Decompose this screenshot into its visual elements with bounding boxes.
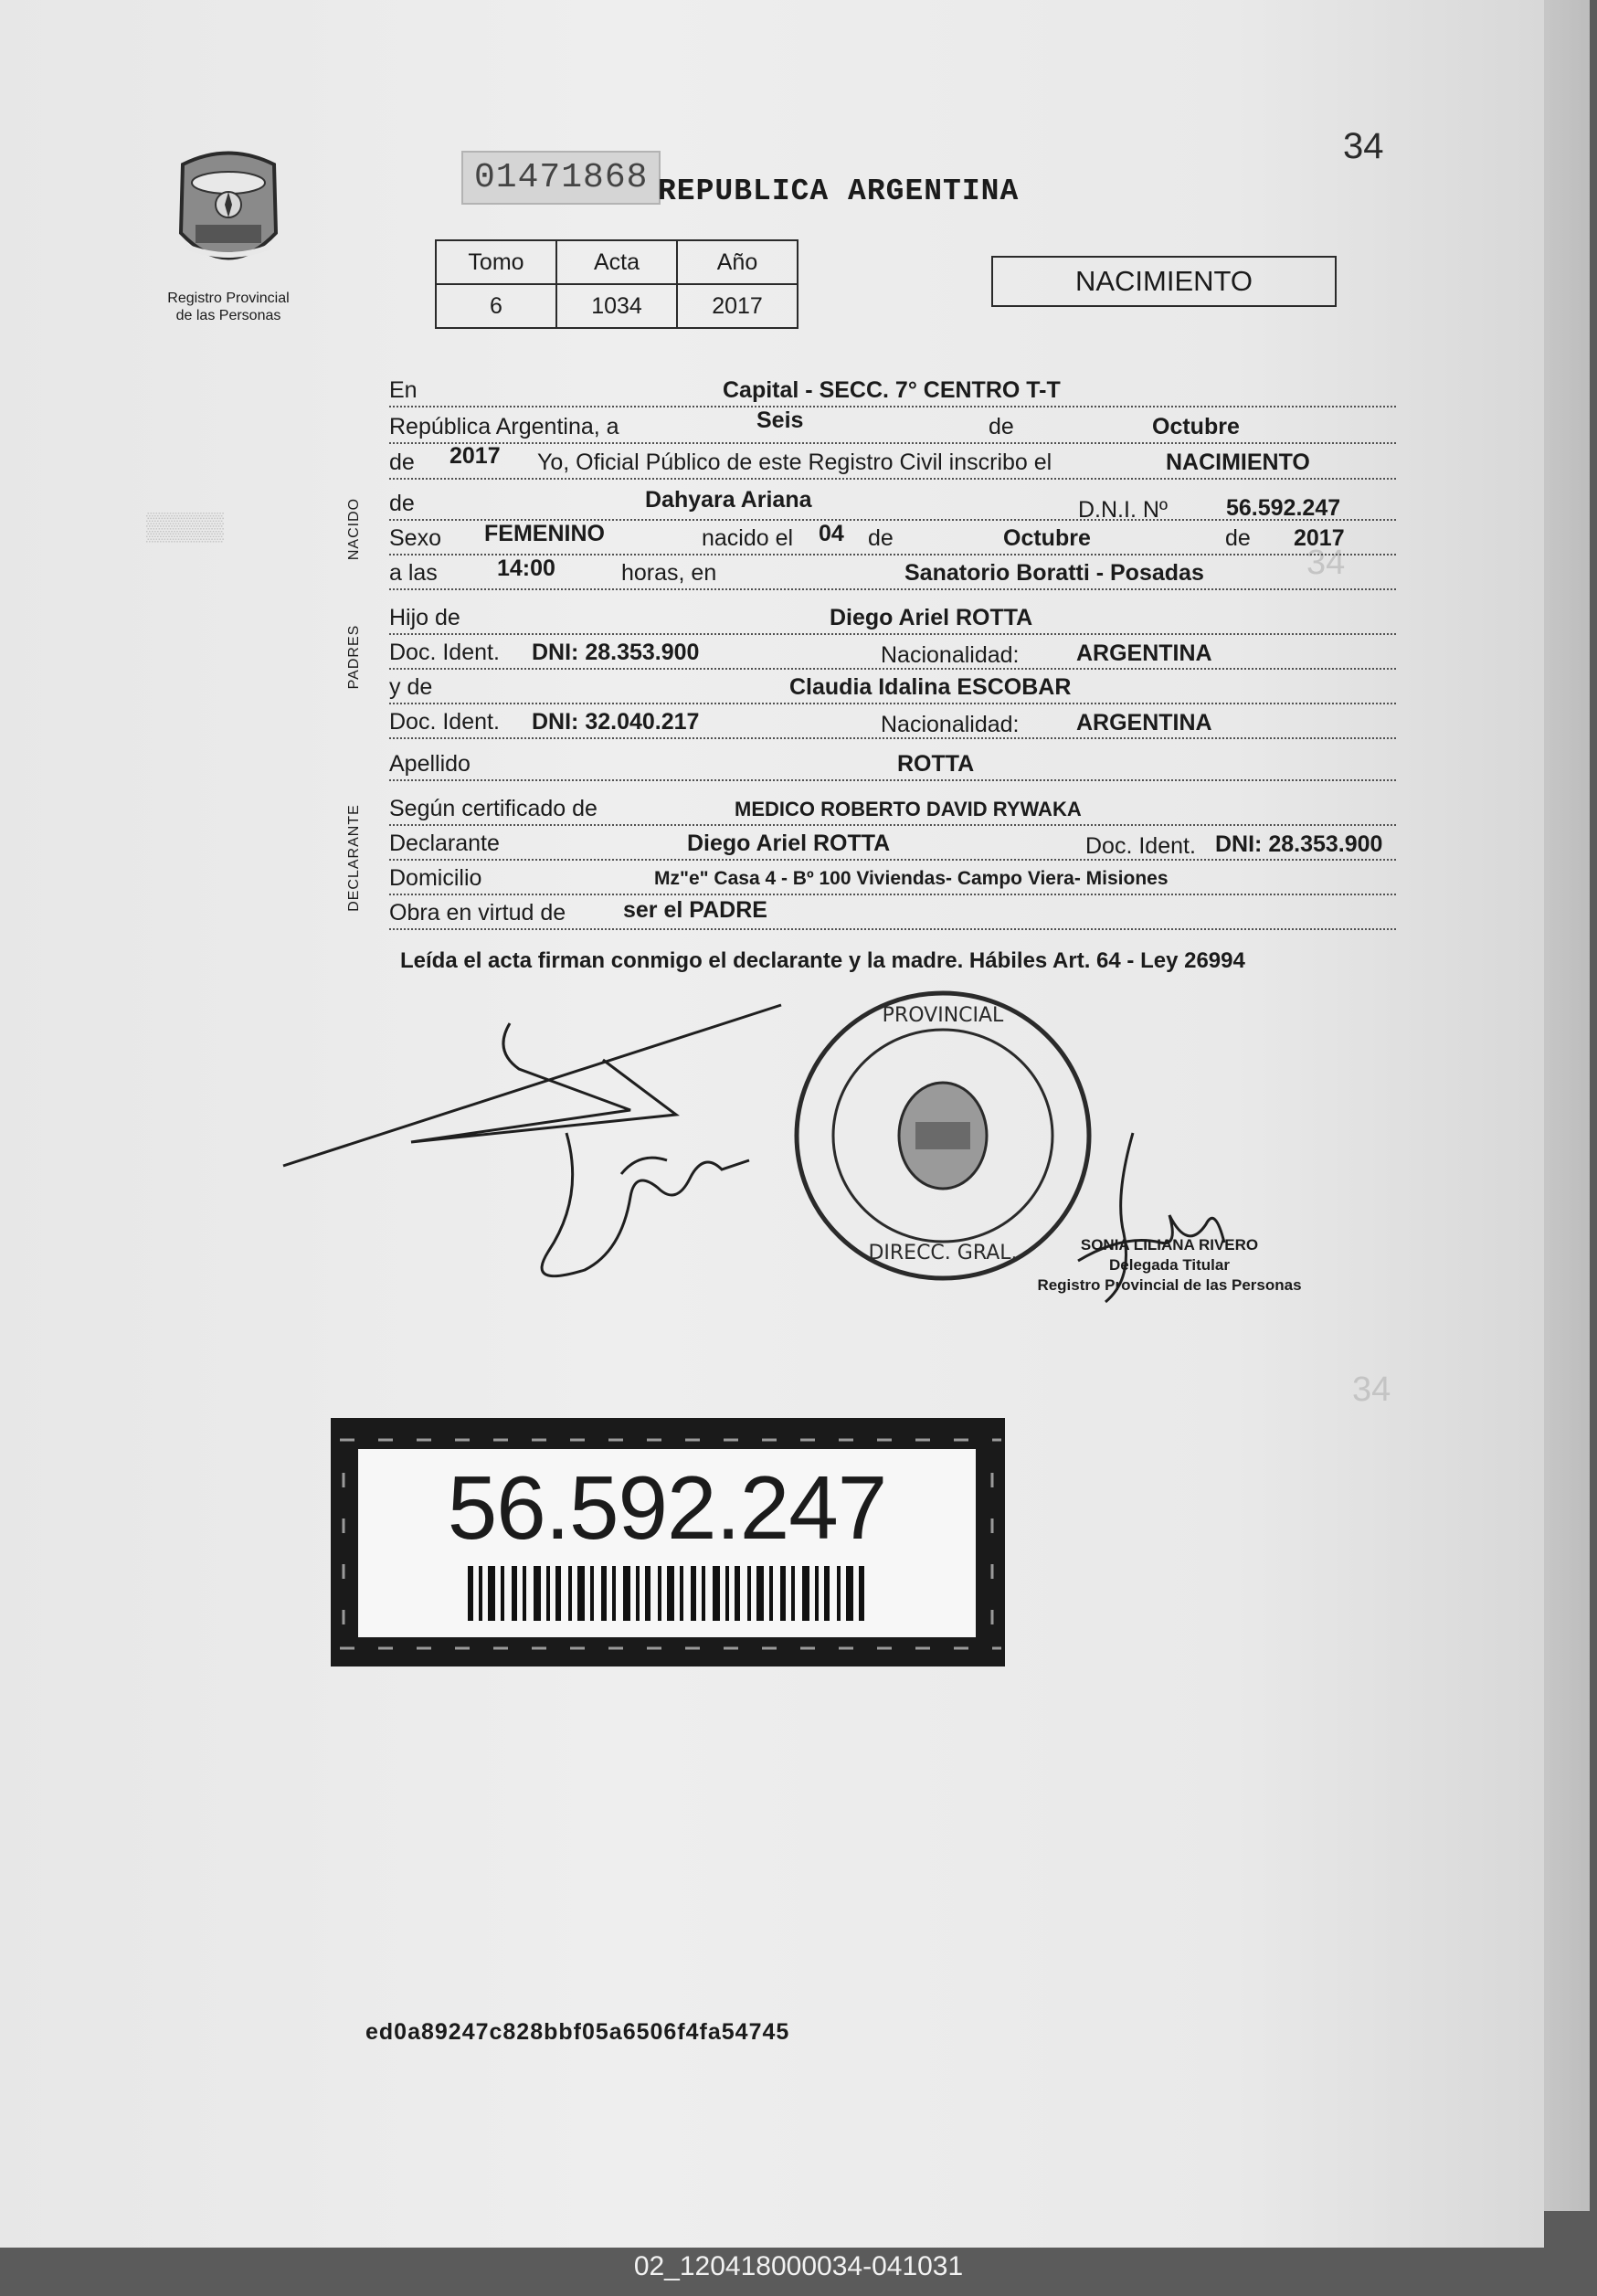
register-table-cell: 2017 bbox=[677, 284, 798, 328]
value-year: 2017 bbox=[449, 443, 501, 469]
value-address: Mz"e" Casa 4 - Bº 100 Viviendas- Campo Viera- Misiones bbox=[654, 868, 1169, 889]
label-doc-ident: Doc. Ident. bbox=[389, 640, 500, 665]
value-birth-day: 04 bbox=[819, 521, 844, 546]
form-line-capacity bbox=[389, 894, 1396, 930]
form-line-address bbox=[389, 859, 1396, 895]
svg-text:DIRECC. GRAL.: DIRECC. GRAL. bbox=[868, 1242, 1018, 1264]
form-line-date bbox=[389, 407, 1396, 444]
value-certificate: MEDICO ROBERTO DAVID RYWAKA bbox=[735, 798, 1082, 820]
barcode-icon bbox=[468, 1566, 870, 1621]
page-number: 34 bbox=[1343, 126, 1384, 166]
barcode-label bbox=[358, 1449, 976, 1637]
form-line-certificate bbox=[389, 789, 1396, 826]
form-line-mother bbox=[389, 668, 1396, 704]
value-month: Octubre bbox=[1152, 414, 1240, 439]
label-segun-certificado: Según certificado de bbox=[389, 796, 598, 821]
form-line-surname bbox=[389, 745, 1396, 781]
label-horas-en: horas, en bbox=[621, 560, 717, 586]
official-role: Delegada Titular bbox=[1109, 1256, 1230, 1274]
label-dni: D.N.I. Nº bbox=[1078, 497, 1169, 523]
value-child-name: Dahyara Ariana bbox=[645, 487, 812, 513]
register-table-cell: 6 bbox=[436, 284, 556, 328]
value-father-name: Diego Ariel ROTTA bbox=[830, 605, 1033, 630]
official-signature-block bbox=[1005, 1235, 1334, 1296]
form-line-registrar bbox=[389, 443, 1396, 480]
register-table-header: Tomo bbox=[436, 240, 556, 284]
form-line-name bbox=[389, 484, 1396, 521]
label-doc-ident-short: Doc. Ident. bbox=[1085, 833, 1196, 859]
official-name: SONIA LILIANA RIVERO bbox=[1080, 1236, 1259, 1254]
label-de: de bbox=[989, 414, 1014, 439]
registry-caption-line: de las Personas bbox=[175, 308, 281, 323]
value-father-doc: DNI: 28.353.900 bbox=[532, 640, 700, 665]
svg-text:PROVINCIAL: PROVINCIAL bbox=[882, 1004, 1004, 1027]
label-yo-oficial: Yo, Oficial Público de este Registro Civil inscribo el bbox=[537, 450, 1052, 475]
label-obra-en-virtud: Obra en virtud de bbox=[389, 900, 566, 926]
value-place: Capital - SECC. 7° CENTRO T-T bbox=[723, 377, 1061, 403]
bleed-through-mark: ▒▒▒▒ bbox=[146, 512, 225, 542]
form-line-declarant bbox=[389, 824, 1396, 861]
value-mother-nationality: ARGENTINA bbox=[1076, 710, 1212, 735]
value-mother-name: Claudia Idalina ESCOBAR bbox=[789, 674, 1072, 700]
file-caption: 02_120418000034-041031 bbox=[633, 2251, 964, 2281]
value-birth-place: Sanatorio Boratti - Posadas bbox=[904, 560, 1204, 586]
value-dni: 56.592.247 bbox=[1226, 495, 1341, 521]
label-apellido: Apellido bbox=[389, 751, 471, 777]
label-de-mes: de bbox=[868, 525, 894, 551]
register-table-value-row bbox=[436, 284, 798, 328]
label-nacido-el: nacido el bbox=[702, 525, 794, 551]
value-declarant: Diego Ariel ROTTA bbox=[687, 831, 891, 856]
form-line-sex-birth bbox=[389, 519, 1396, 555]
register-table bbox=[435, 239, 798, 329]
section-label-padres: PADRES bbox=[346, 624, 362, 690]
label-de: de bbox=[389, 450, 415, 475]
value-sex: FEMENINO bbox=[484, 521, 605, 546]
document-hash: ed0a89247c828bbf05a6506f4fa54745 bbox=[365, 2019, 790, 2045]
value-birth-time: 14:00 bbox=[497, 555, 555, 581]
form-line-father bbox=[389, 598, 1396, 635]
value-father-nationality: ARGENTINA bbox=[1076, 640, 1212, 666]
label-de-anio: de bbox=[1225, 525, 1251, 551]
declarant-signature-icon bbox=[274, 996, 786, 1297]
value-capacity: ser el PADRE bbox=[623, 897, 767, 923]
serial-number-stamp: 01471868 bbox=[461, 151, 661, 205]
form-line-place bbox=[389, 371, 1396, 407]
value-surname: ROTTA bbox=[897, 751, 975, 777]
value-day: Seis bbox=[756, 407, 804, 433]
label-y-de: y de bbox=[389, 674, 433, 700]
value-birth-month: Octubre bbox=[1003, 525, 1091, 551]
register-table-header: Acta bbox=[556, 240, 677, 284]
page-title: REPUBLICA ARGENTINA bbox=[658, 175, 1020, 208]
label-en: En bbox=[389, 377, 418, 403]
label-domicilio: Domicilio bbox=[389, 865, 482, 891]
register-table-header: Año bbox=[677, 240, 798, 284]
legal-note: Leída el acta firman conmigo el declarante y la madre. Hábiles Art. 64 - Ley 26994 bbox=[400, 948, 1245, 973]
label-de: de bbox=[389, 491, 415, 516]
register-table-cell: 1034 bbox=[556, 284, 677, 328]
value-birth-year: 2017 bbox=[1294, 525, 1345, 551]
label-sexo: Sexo bbox=[389, 525, 441, 551]
act-type-box: NACIMIENTO bbox=[991, 256, 1337, 307]
bleed-through-mark: 34 bbox=[1352, 1370, 1391, 1409]
bleed-through-mark: 34 bbox=[1306, 544, 1346, 582]
official-org: Registro Provincial de las Personas bbox=[1037, 1276, 1302, 1294]
registry-caption-line: Registro Provincial bbox=[167, 291, 290, 306]
value-mother-doc: DNI: 32.040.217 bbox=[532, 709, 700, 735]
form-line-father-doc bbox=[389, 633, 1396, 670]
registry-caption bbox=[146, 290, 311, 324]
label-a-las: a las bbox=[389, 560, 438, 586]
form-line-mother-doc bbox=[389, 703, 1396, 739]
form-line-time-place bbox=[389, 554, 1396, 590]
section-label-declarante: DECLARANTE bbox=[346, 804, 362, 912]
label-nacionalidad: Nacionalidad: bbox=[881, 712, 1020, 737]
value-act-type: NACIMIENTO bbox=[1166, 450, 1310, 475]
register-table-header-row bbox=[436, 240, 798, 284]
barcode-sticker bbox=[331, 1418, 1005, 1666]
label-declarante: Declarante bbox=[389, 831, 500, 856]
section-label-nacido: NACIDO bbox=[346, 497, 362, 561]
label-hijo-de: Hijo de bbox=[389, 605, 460, 630]
value-declarant-doc: DNI: 28.353.900 bbox=[1215, 831, 1383, 857]
label-doc-ident: Doc. Ident. bbox=[389, 709, 500, 735]
label-republica: República Argentina, a bbox=[389, 414, 619, 439]
label-nacionalidad: Nacionalidad: bbox=[881, 642, 1020, 668]
barcode-number: 56.592.247 bbox=[447, 1457, 887, 1558]
provincial-emblem-icon bbox=[164, 146, 292, 283]
